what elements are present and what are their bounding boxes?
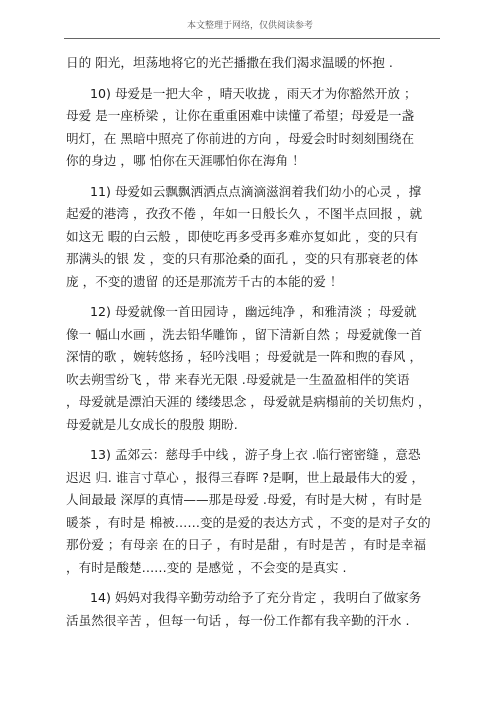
paragraph — [66, 181, 438, 294]
text-line: 你的身边 ，哪 怕你在天涯哪怕你在海角 ！ — [66, 153, 305, 168]
text-line: 10) 母爱是一把大伞 ，晴天收拢 ，雨天才为你豁然开放 ； — [90, 85, 417, 101]
text-line: 那份爱 ；有母亲 在的日子 ，有时是甜 ，有时是苦 ，有时是幸福 — [66, 537, 427, 552]
text-line: 暖茶 ，有时是 棉被……变的是爱的表达方式 ，不变的是对子女的 — [66, 514, 431, 530]
text-line: 活虽然很辛苦 ，但每一句话 ，每一份工作都有我辛勤的汗水 . — [66, 612, 410, 628]
text-line: ，有时是酸楚……变的 是感觉 ，不会变的是真实 . — [66, 559, 347, 575]
text-line: 人间最最 深厚的真情——那是母爱 .母爱，有时是大树 ，有时是 — [66, 492, 423, 507]
text-line: 那满头的银 发 ，变的只有那沧桑的面孔 ，变的只有那衰老的体 — [66, 251, 419, 266]
paragraph — [66, 587, 438, 632]
text-line: 深情的歌 ，婉转悠扬 ，轻吟浅唱 ；母爱就是一阵和煦的春风 ， — [66, 349, 423, 364]
text-line: 迟迟 归. 谁言寸草心 ，报得三春晖 ?是啊，世上最最伟大的爱 ， — [66, 469, 425, 485]
text-line: 庞 ，不变的遗留 的还是那流芳千古的本能的爱 ！ — [66, 273, 343, 289]
text-line: 母爱 是一座桥梁 ，让你在重重困难中读懂了希望；母爱是一盏 — [66, 108, 415, 123]
paragraph — [66, 301, 438, 436]
page-header: 本文整理于网络，仅供阅读参考 — [186, 21, 313, 31]
text-line: 日的 阳光，坦荡地将它的光芒播撒在我们渴求温暖的怀抱 . — [66, 55, 393, 70]
paragraph — [66, 52, 438, 75]
text-line: ，母爱就是漂泊天涯的 缕缕思念 ，母爱就是病榻前的关切焦灼 ， — [66, 394, 431, 409]
header-divider — [64, 38, 440, 39]
text-line: 像一 幅山水画 ，洗去铅华雕饰 ，留下清新自然 ；母爱就像一首 — [66, 326, 423, 342]
text-line: 14) 妈妈对我得辛勤劳动给予了充分肯定 ，我明白了做家务 — [90, 590, 422, 605]
text-line: 母爱就是儿女成长的殷殷 期盼. — [66, 416, 238, 432]
document-body — [66, 52, 438, 632]
text-line: 明灯，在 黑暗中照亮了你前进的方向 ，母爱会时时刻刻围绕在 — [66, 130, 415, 146]
text-line: 如这无 暇的白云般 ，即使吃再多受再多难亦复如此 ，变的只有 — [66, 228, 419, 244]
paragraph — [66, 83, 438, 173]
text-line: 11) 母爱如云飘飘洒洒点点滴滴滋润着我们幼小的心灵 ，撑 — [90, 183, 422, 199]
text-line: 13) 孟郊云：慈母手中线 ，游子身上衣 .临行密密缝 ，意恐 — [90, 447, 421, 462]
paragraph — [66, 444, 438, 579]
text-line: 吹去朔雪纷飞 ，带 来春光无限 .母爱就是一生盈盈相伴的笑语 — [66, 371, 410, 387]
text-line: 起爱的港湾 ，孜孜不倦 ，年如一日般长久 ，不图半点回报 ，就 — [66, 206, 423, 221]
text-line: 12) 母爱就像一首田园诗 ，幽远纯净 ，和雅清淡 ；母爱就 — [90, 304, 417, 319]
